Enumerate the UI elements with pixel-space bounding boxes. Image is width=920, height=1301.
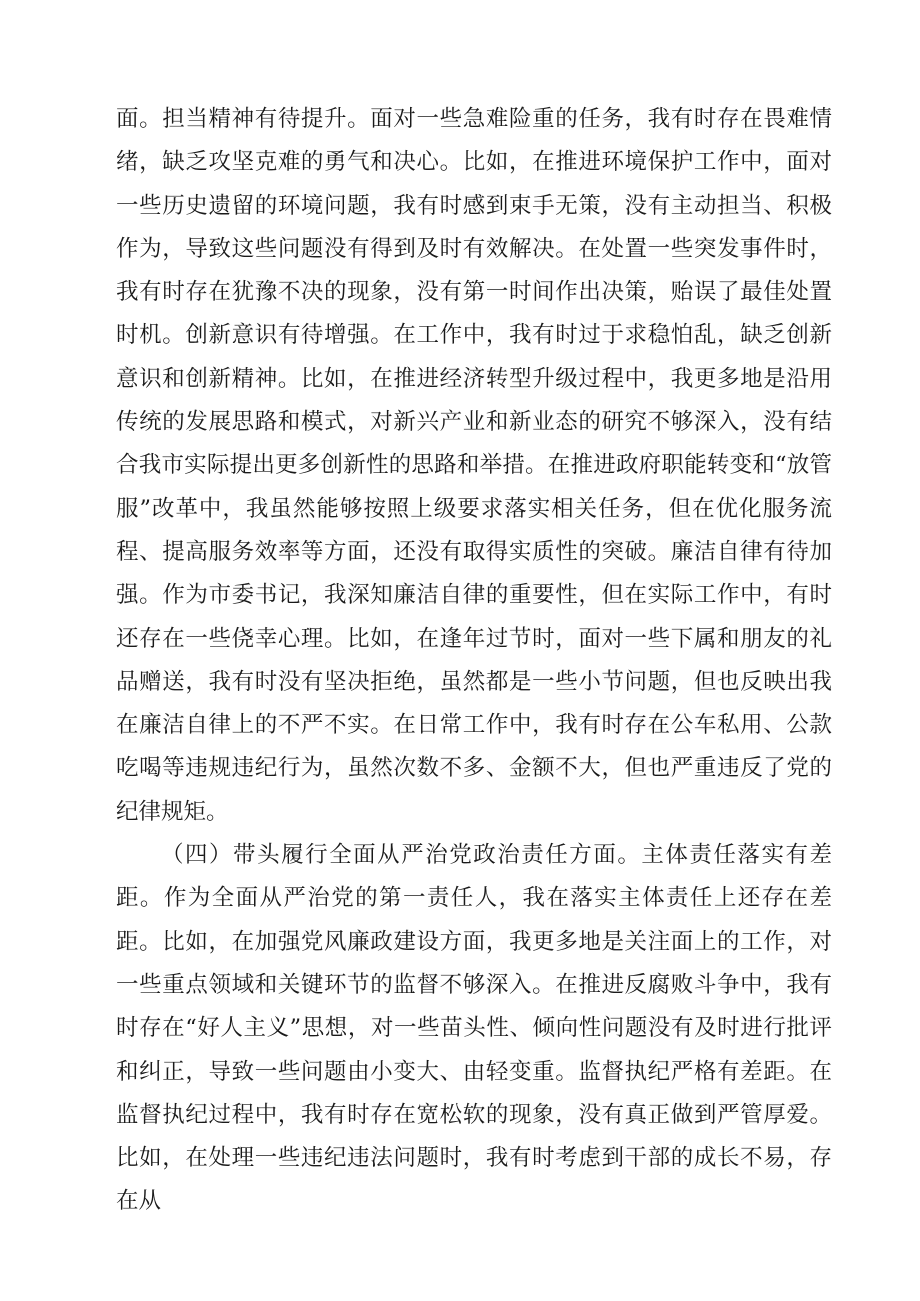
document-body [116, 98, 832, 1224]
paragraph-section-four: （四）带头履行全面从严治党政治责任方面。主体责任落实有差距。作为全面从严治党的第一责任人，我在落实主体责任上还存在差距。比如，在加强党风廉政建设方面，我更多地是关注面上的工作，对一些重点领域和关键环节的监督不够深入。在推进反腐败斗争中，我有时存在“好人主义”思想，对一些苗头性、倾向性问题没有及时进行批评和纠正，导致一些问题由小变大、由轻变重。监督执纪严格有差距。在监督执纪过程中，我有时存在宽松软的现象，没有真正做到严管厚爱。比如，在处理一些违纪违法问题时，我有时考虑到干部的成长不易，存在从 [116, 842, 832, 1215]
paragraph-continuation: 面。担当精神有待提升。面对一些急难险重的任务，我有时存在畏难情绪，缺乏攻坚克难的勇气和决心。比如，在推进环境保护工作中，面对一些历史遗留的环境问题，我有时感到束手无策，没有主动担当、积极作为，导致这些问题没有得到及时有效解决。在处置一些突发事件时，我有时存在犹豫不决的现象，没有第一时间作出决策，贻误了最佳处置时机。创新意识有待增强。在工作中，我有时过于求稳怕乱，缺乏创新意识和创新精神。比如，在推进经济转型升级过程中，我更多地是沿用传统的发展思路和模式，对新兴产业和新业态的研究不够深入，没有结合我市实际提出更多创新性的思路和举措。在推进政府职能转变和“放管服”改革中，我虽然能够按照上级要求落实相关任务，但在优化服务流程、提高服务效率等方面，还没有取得实质性的突破。廉洁自律有待加强。作为市委书记，我深知廉洁自律的重要性，但在实际工作中，有时还存在一些侥幸心理。比如，在逢年过节时，面对一些下属和朋友的礼品赠送，我有时没有坚决拒绝，虽然都是一些小节问题，但也反映出我在廉洁自律上的不严不实。在日常工作中，我有时存在公车私用、公款吃喝等违规违纪行为，虽然次数不多、金额不大，但也严重违反了党的纪律规矩。 [116, 106, 832, 825]
